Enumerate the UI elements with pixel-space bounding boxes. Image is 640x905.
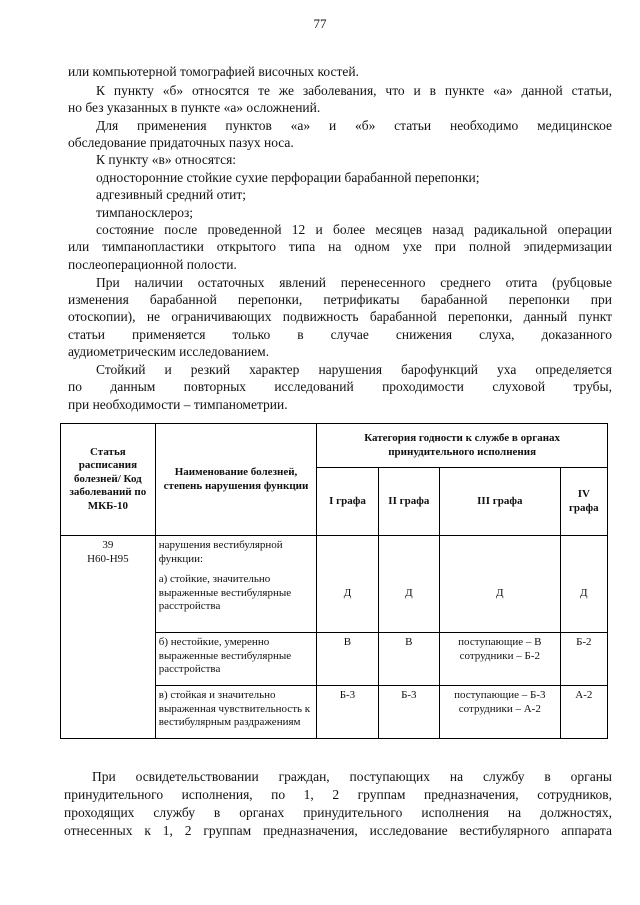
paragraph-line: статьи применяется только в случае снижения слуха, доказанного [68, 327, 612, 342]
paragraph-line: но без указанных в пункте «а» осложнений. [68, 100, 321, 115]
header-category: Категория годности к службе в органах принудительного исполнения [317, 424, 608, 468]
paragraph-line: адгезивный средний отит; [96, 187, 247, 202]
value-cell: А-2 [560, 686, 607, 739]
paragraph-line: отнесенных к 1, 2 группам предназначения, исследование вестибулярного аппарата [64, 823, 612, 838]
header-article: Статья расписания болезней/ Код заболеваний по МКБ-10 [61, 424, 156, 536]
paragraph-line: или тимпанопластики открытого типа на одном ухе при полной эпидермизации [68, 239, 612, 254]
fitness-category-table [60, 423, 608, 739]
value-cell: Б-3 [378, 686, 439, 739]
paragraph-line: При наличии остаточных явлений перенесенного среднего отита (рубцовые [96, 275, 612, 290]
value-cell: Б-2 [560, 633, 607, 686]
header-col-1: I графа [317, 468, 378, 536]
paragraph-line: К пункту «в» относятся: [96, 152, 237, 167]
paragraph-line: односторонние стойкие сухие перфорации барабанной перепонки; [96, 170, 480, 185]
disease-cell [155, 536, 317, 633]
value-cell [440, 633, 561, 686]
paragraph-line: проходящих службу в органах принудительного исполнения на должностях, [64, 805, 612, 820]
paragraph-line: по данным повторных исследований проходимости слуховой трубы, [68, 379, 612, 394]
value-cell: В [378, 633, 439, 686]
paragraph-line: При освидетельствовании граждан, поступающих на службу в органы [92, 769, 612, 784]
article-number: 39 [102, 539, 114, 551]
article-cell [61, 536, 156, 739]
value-line: поступающие – В [458, 636, 542, 648]
paragraph-line: при необходимости – тимпанометрии. [68, 397, 288, 412]
header-col-4: IV графа [560, 468, 607, 536]
table-row [61, 536, 608, 633]
paragraph-line: Для применения пунктов «а» и «б» статьи необходимо медицинское [96, 118, 612, 133]
page-number: 77 [313, 16, 327, 31]
paragraph-line: послеоперационной полости. [68, 257, 237, 272]
value-cell: Д [440, 536, 561, 633]
value-line: поступающие – Б-3 [454, 689, 546, 701]
value-cell: Д [560, 536, 607, 633]
disease-name: в) стойкая и значительно выраженная чувствительность к вестибулярным раздражениям [155, 686, 317, 739]
disease-name: а) стойкие, значительно выраженные вестибулярные расстройства [158, 573, 292, 612]
paragraph-line: состояние после проведенной 12 и более месяцев назад радикальной операции [96, 222, 612, 237]
paragraph-line: обследование придаточных пазух носа. [68, 135, 294, 150]
paragraph-line: тимпаносклероз; [96, 205, 194, 220]
article-code: H60-H95 [87, 552, 129, 565]
value-cell: Д [378, 536, 439, 633]
paragraph-line: отоскопии), не ограничивающих подвижность барабанной перепонки, данный пункт [68, 309, 612, 324]
header-col-2: II графа [378, 468, 439, 536]
header-disease-name: Наименование болезней, степень нарушения функции [155, 424, 317, 536]
disease-name: б) нестойкие, умеренно выраженные вестибулярные расстройства [155, 633, 317, 686]
value-line: сотрудники – А-2 [458, 702, 541, 715]
paragraph-line: К пункту «б» относятся те же заболевания, что и в пункте «а» данной статьи, [96, 83, 612, 98]
row-intro: нарушения вестибулярной функции: [158, 539, 283, 565]
value-cell [440, 686, 561, 739]
paragraph-line: принудительного исполнения, по 1, 2 группам предназначения, сотрудников, [64, 787, 612, 802]
paragraph-line: изменения барабанной перепонки, петрификаты барабанной перепонки при [68, 292, 612, 307]
header-col-3: III графа [440, 468, 561, 536]
value-cell: Б-3 [317, 686, 378, 739]
paragraph-line: Стойкий и резкий характер нарушения барофункций уха определяется [96, 362, 612, 377]
value-cell: В [317, 633, 378, 686]
paragraph-line: аудиометрическим исследованием. [68, 344, 270, 359]
value-cell: Д [317, 536, 378, 633]
value-line: сотрудники – Б-2 [459, 649, 541, 662]
paragraph-line: или компьютерной томографией височных костей. [68, 64, 359, 79]
